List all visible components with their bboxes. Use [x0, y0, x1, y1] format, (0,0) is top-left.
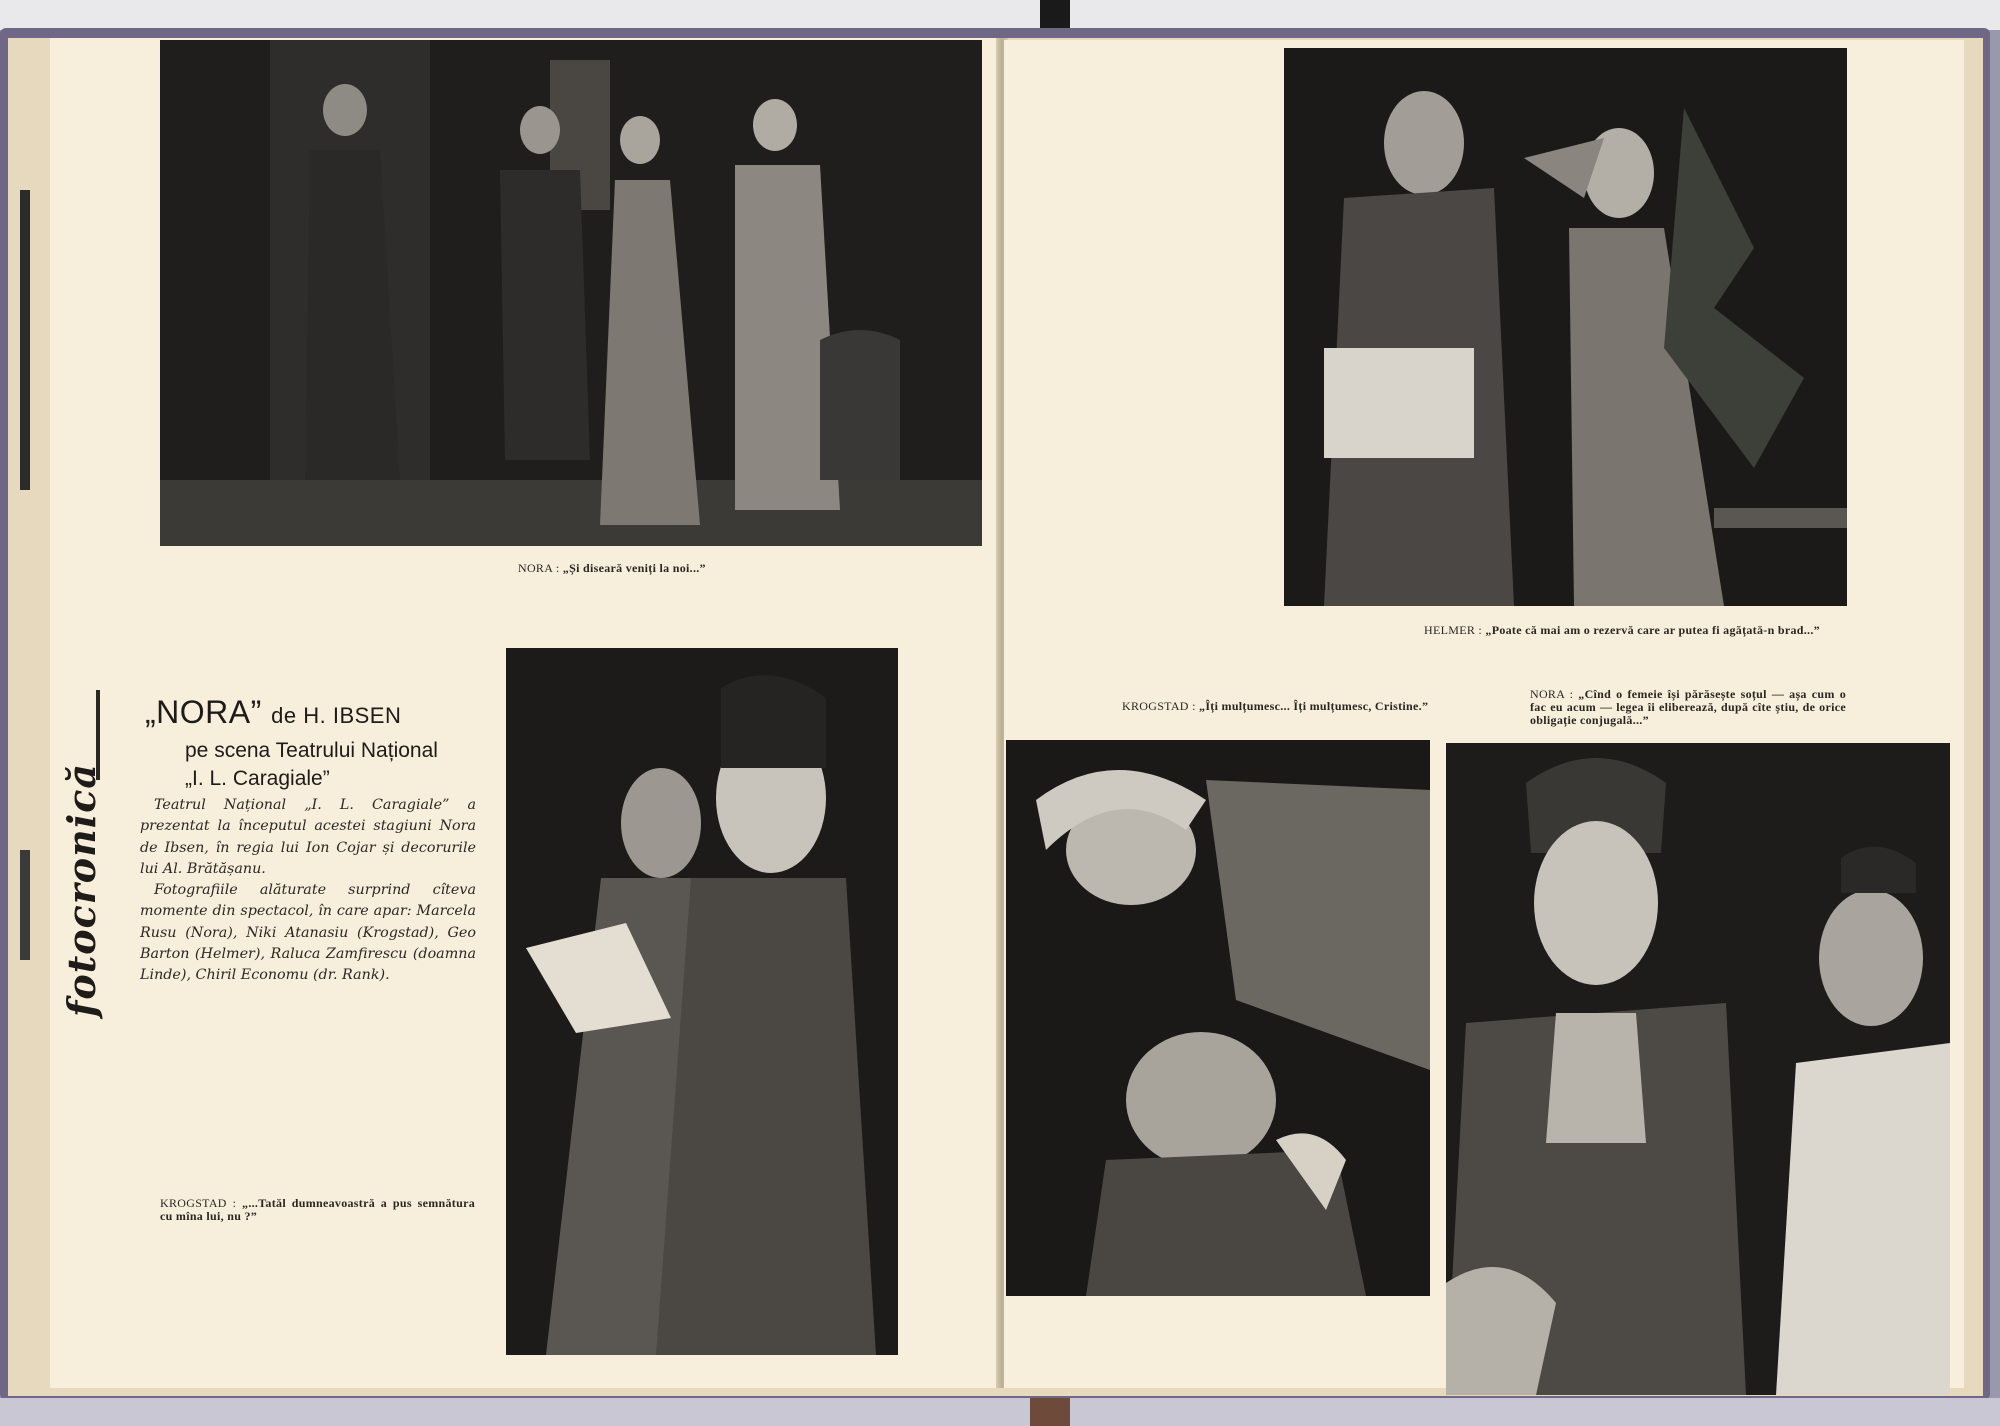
caption-text: „Cînd o femeie își părăsește soțul — așa cum o fac eu acum — legea îi eliberează, după cîte știu, de orice obligație conjugală...”: [1530, 687, 1846, 727]
headline: [145, 694, 505, 791]
article-paragraph-1: Teatrul Național „I. L. Caragiale” a prezentat la începutul acestei stagiuni Nora de Ibsen, în regia lui Ion Cojar și decorurile lui Al. Brătășanu.: [140, 797, 476, 877]
caption-text: „Îți mulțumesc... Îți mulțumesc, Cristine.”: [1199, 699, 1429, 713]
article-body: [140, 795, 476, 987]
photo-helmer-nora-tree: [1284, 48, 1847, 606]
headline-line3: „I. L. Caragiale”: [185, 767, 330, 790]
page-tab-marker-lower: [20, 850, 30, 960]
caption-speaker: NORA :: [518, 561, 560, 575]
section-label: fotocronică: [59, 763, 104, 1017]
headline-line1: [145, 694, 505, 731]
article-paragraph-2: Fotografiile alăturate surprind cîteva momente din spectacol, în care apar: Marcela Rusu (Nora), Niki Atanasiu (Krogstad), Geo Barton (Helmer), Raluca Zamfirescu (doamna Linde), Chiril Economu (dr. Rank).: [140, 882, 476, 984]
caption-speaker: HELMER :: [1424, 623, 1483, 637]
caption-text: „Poate că mai am o rezervă care ar putea fi agățată-n brad...”: [1485, 623, 1820, 637]
section-label-block: [59, 690, 104, 1090]
caption-text: „Și diseară veniți la noi...”: [562, 561, 706, 575]
page-tab-marker: [20, 190, 30, 490]
caption-text: „...Tatăl dumneavoastră a pus semnătura cu mîna lui, nu ?”: [160, 1196, 475, 1223]
headline-author: de H. IBSEN: [271, 703, 402, 728]
caption-photo5: [1530, 688, 1846, 727]
bookmark-ribbon: [1040, 0, 1070, 30]
caption-photo1: [518, 562, 818, 575]
caption-speaker: NORA :: [1530, 687, 1574, 701]
headline-line2: pe scena Teatrului Național: [185, 739, 438, 762]
background-bottom-strip: [0, 1398, 2000, 1426]
photo-stage-four-actors: [160, 40, 982, 546]
caption-photo2: [160, 1197, 475, 1223]
photo-nora-helmer-closeup: [1446, 743, 1950, 1395]
bookmark-ribbon-bottom: [1030, 1398, 1070, 1426]
background-top-strip: [0, 0, 2000, 30]
photo-krogstad-nora-letter: [506, 648, 898, 1355]
photo-krogstad-cristine: [1006, 740, 1430, 1296]
caption-photo3: [1424, 624, 1844, 637]
caption-photo4: [1122, 700, 1440, 713]
headline-title: „NORA”: [145, 694, 262, 730]
caption-speaker: KROGSTAD :: [160, 1196, 237, 1210]
caption-speaker: KROGSTAD :: [1122, 699, 1196, 713]
